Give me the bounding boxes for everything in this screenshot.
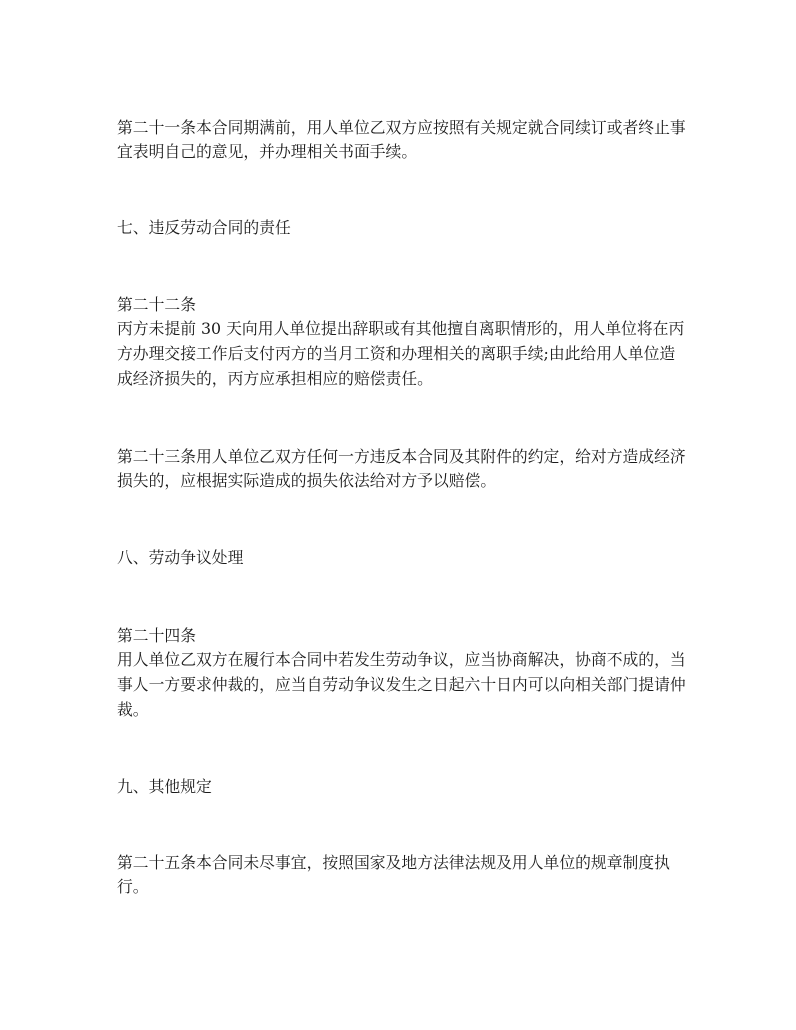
text-line: 行。 <box>117 877 149 897</box>
section-heading-7 <box>117 216 717 241</box>
article-title: 第二十四条 <box>117 625 196 645</box>
text-line: 裁。 <box>117 699 149 719</box>
text-line: 成经济损失的，丙方应承担相应的赔偿责任。 <box>117 368 433 388</box>
text-line: 方办理交接工作后支付丙方的当月工资和办理相关的离职手续;由此给用人单位造 <box>117 343 676 363</box>
text-line: 损失的，应根据实际造成的损失依法给对方予以赔偿。 <box>117 471 497 491</box>
text-line: 事人一方要求仲裁的，应当自劳动争议发生之日起六十日内可以向相关部门提请仲 <box>117 674 686 694</box>
article-title: 第二十二条 <box>117 294 196 314</box>
section-heading-text: 七、违反劳动合同的责任 <box>117 217 291 237</box>
section-heading-text: 八、劳动争议处理 <box>117 547 244 567</box>
article-21-paragraph <box>117 116 717 165</box>
section-heading-text: 九、其他规定 <box>117 776 212 796</box>
text-line: 宜表明自己的意见，并办理相关书面手续。 <box>117 142 418 162</box>
article-22-paragraph <box>117 293 717 392</box>
text-line: 用人单位乙双方在履行本合同中若发生劳动争议，应当协商解决，协商不成的，当 <box>117 650 686 670</box>
article-23-paragraph <box>117 445 717 494</box>
text-line: 第二十三条用人单位乙双方任何一方违反本合同及其附件的约定，给对方造成经济 <box>117 446 686 466</box>
article-24-paragraph <box>117 624 717 723</box>
text-line: 第二十一条本合同期满前，用人单位乙双方应按照有关规定就合同续订或者终止事 <box>117 117 686 137</box>
text-line: 丙方未提前 30 天向用人单位提出辞职或有其他擅自离职情形的，用人单位将在丙 <box>117 319 685 339</box>
section-heading-9 <box>117 775 717 800</box>
text-line: 第二十五条本合同未尽事宜，按照国家及地方法律法规及用人单位的规章制度执 <box>117 852 670 872</box>
section-heading-8 <box>117 546 717 571</box>
article-25-paragraph <box>117 851 717 900</box>
